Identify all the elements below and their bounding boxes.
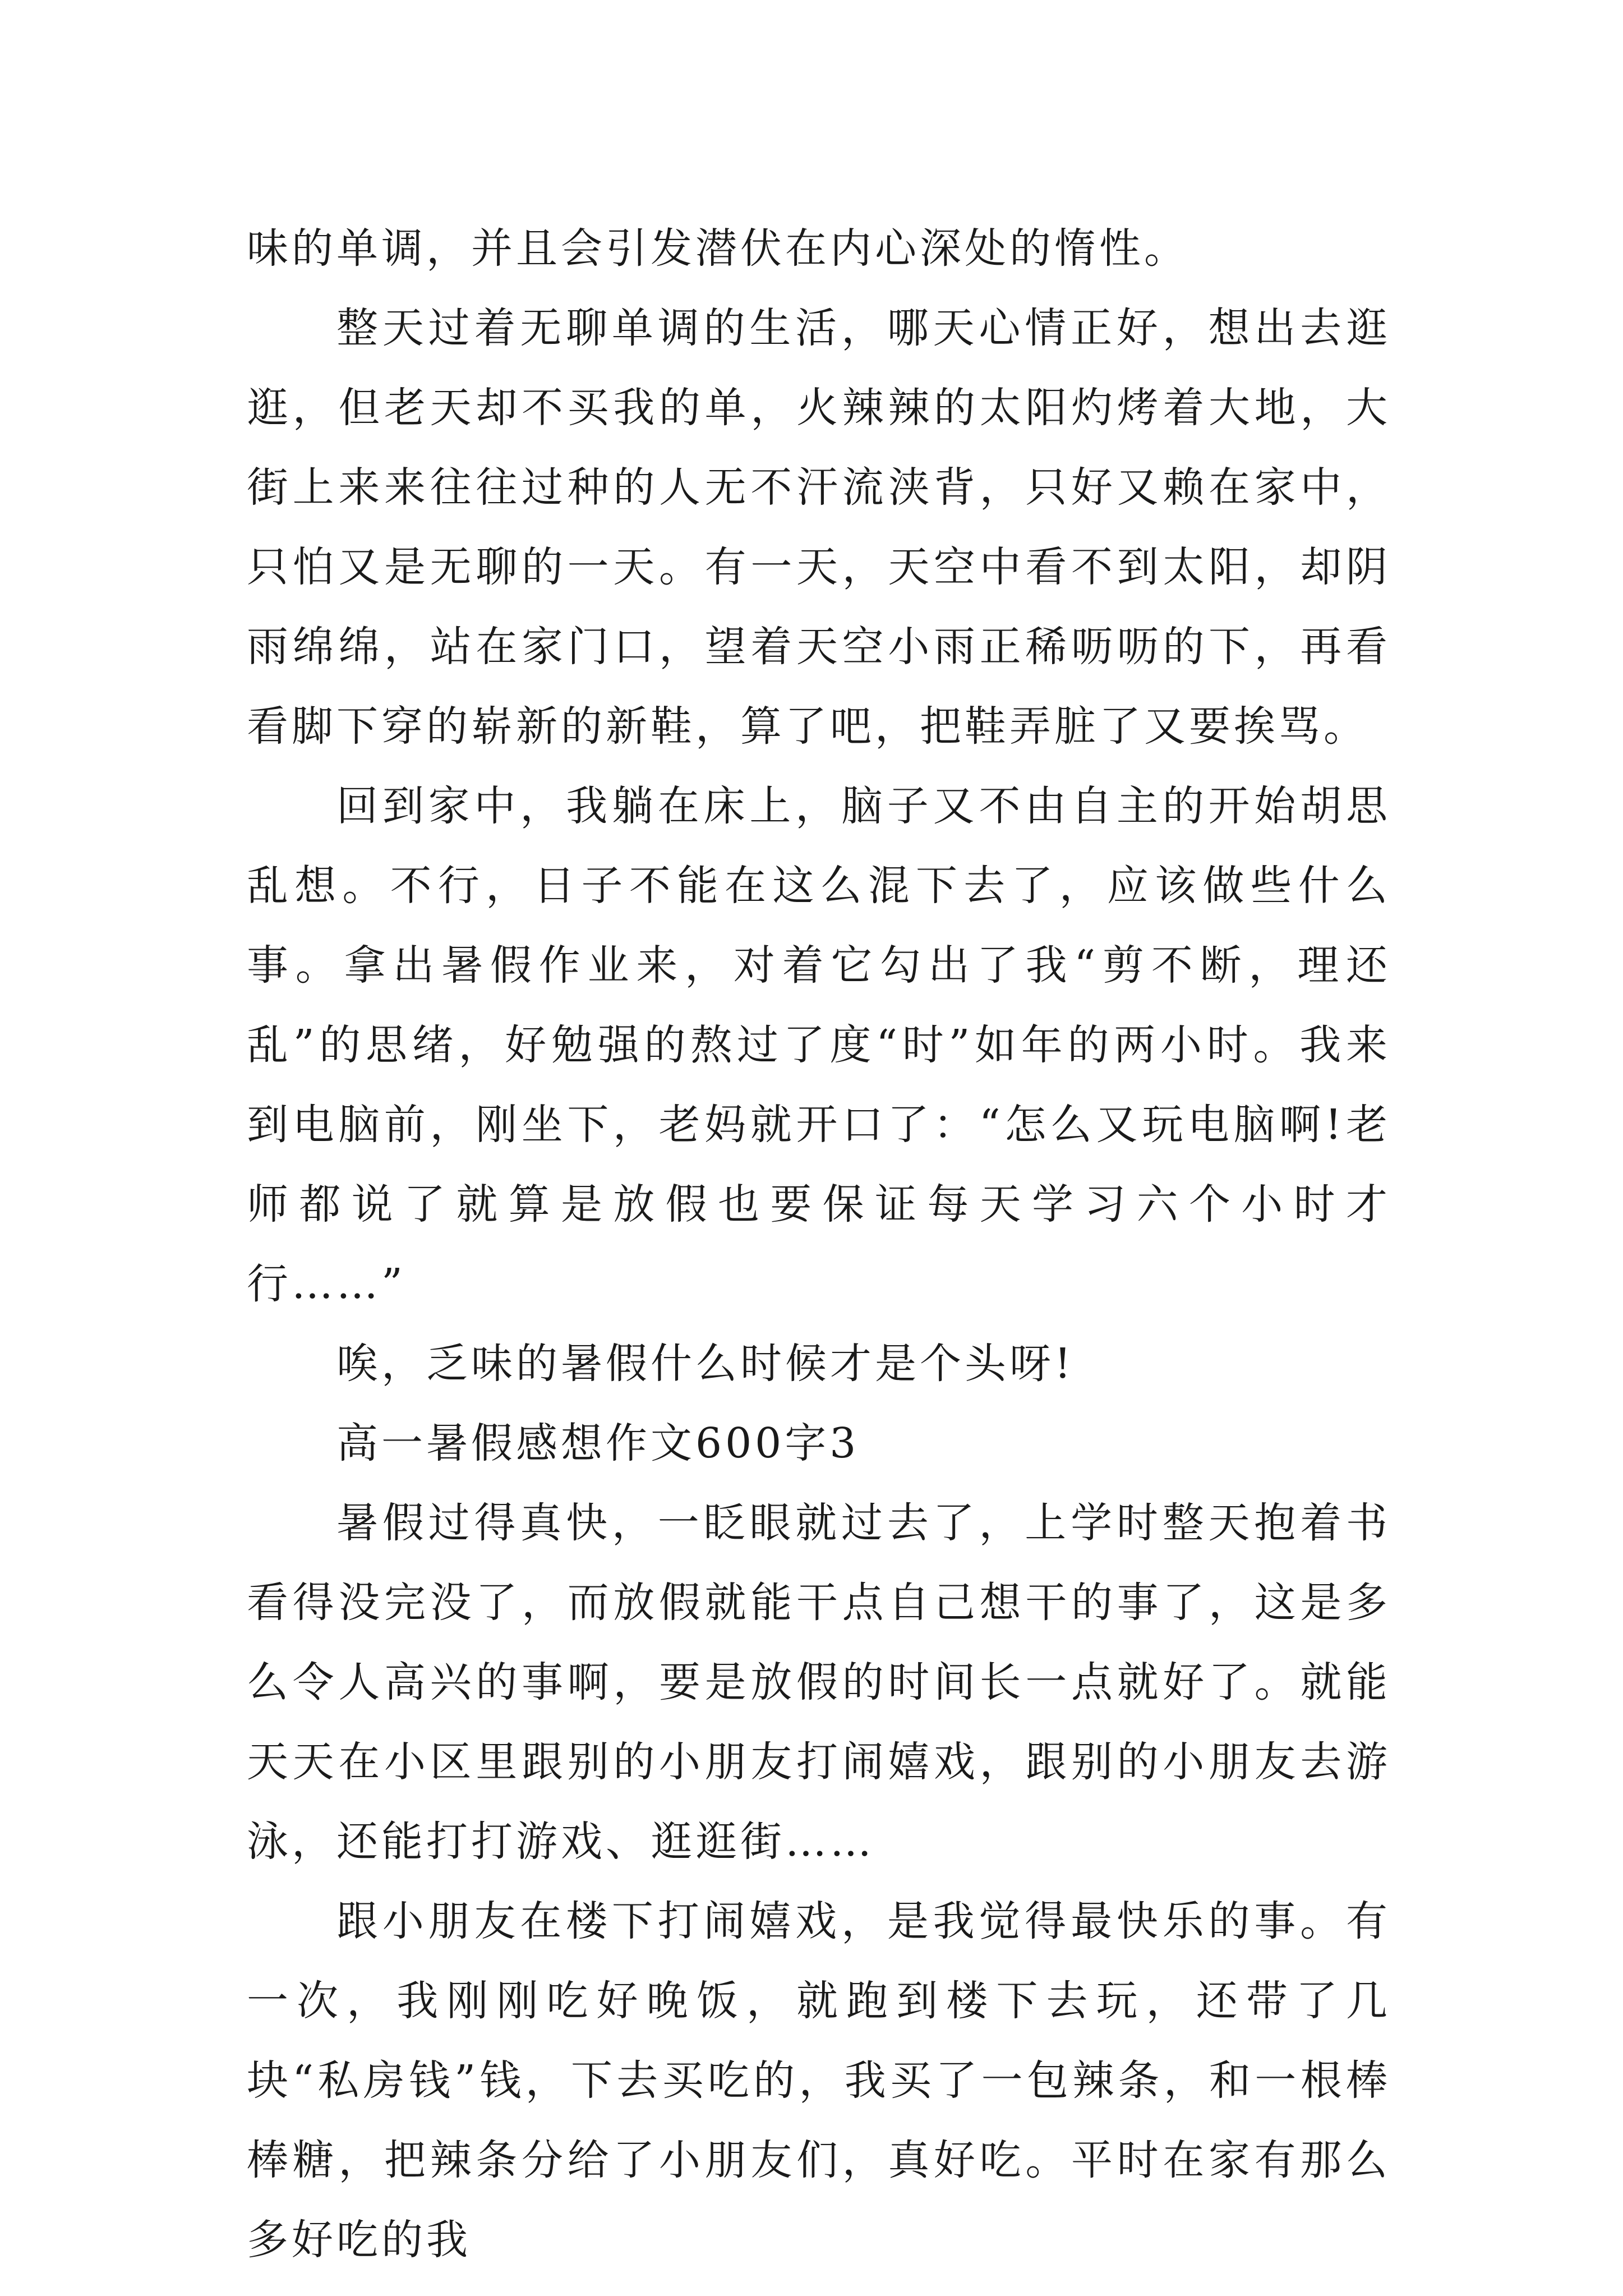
section-heading: 高一暑假感想作文600字3 <box>336 1419 860 1467</box>
paragraph: 唉，乏味的暑假什么时候才是个头呀! <box>336 1340 1075 1388</box>
document-body <box>247 209 1391 2280</box>
paragraph: 跟小朋友在楼下打闹嬉戏，是我觉得最快乐的事。有一次，我刚刚吃好晚饭，就跑到楼下去玩，还带了几块“私房钱”钱，下去买吃的，我买了一包辣条，和一根棒棒糖，把辣条分给了小朋友们，真好吃。平时在家有那么多好吃的我 <box>247 1897 1391 2264</box>
paragraph: 回到家中，我躺在床上，脑子又不由自主的开始胡思乱想。不行，日子不能在这么混下去了，应该做些什么事。拿出暑假作业来，对着它勾出了我“剪不断，理还乱”的思绪，好勉强的熬过了度“时”如年的两小时。我来到电脑前，刚坐下，老妈就开口了：“怎么又玩电脑啊!老师都说了就算是放假也要保证每天学习六个小时才行……” <box>247 782 1391 1308</box>
paragraph: 暑假过得真快，一眨眼就过去了，上学时整天抱着书看得没完没了，而放假就能干点自己想干的事了，这是多么令人高兴的事啊，要是放假的时间长一点就好了。就能天天在小区里跟别的小朋友打闹嬉戏，跟别的小朋友去游泳，还能打打游戏、逛逛街…… <box>247 1499 1391 1866</box>
paragraph: 整天过着无聊单调的生活，哪天心情正好，想出去逛逛，但老天却不买我的单，火辣辣的太阳灼烤着大地，大街上来来往往过种的人无不汗流浃背，只好又赖在家中，只怕又是无聊的一天。有一天，天空中看不到太阳，却阴雨绵绵，站在家门口，望着天空小雨正稀呖呖的下，再看看脚下穿的崭新的新鞋，算了吧，把鞋弄脏了又要挨骂。 <box>247 304 1391 751</box>
paragraph-continuation: 味的单调，并且会引发潜伏在内心深处的惰性。 <box>247 224 1189 273</box>
